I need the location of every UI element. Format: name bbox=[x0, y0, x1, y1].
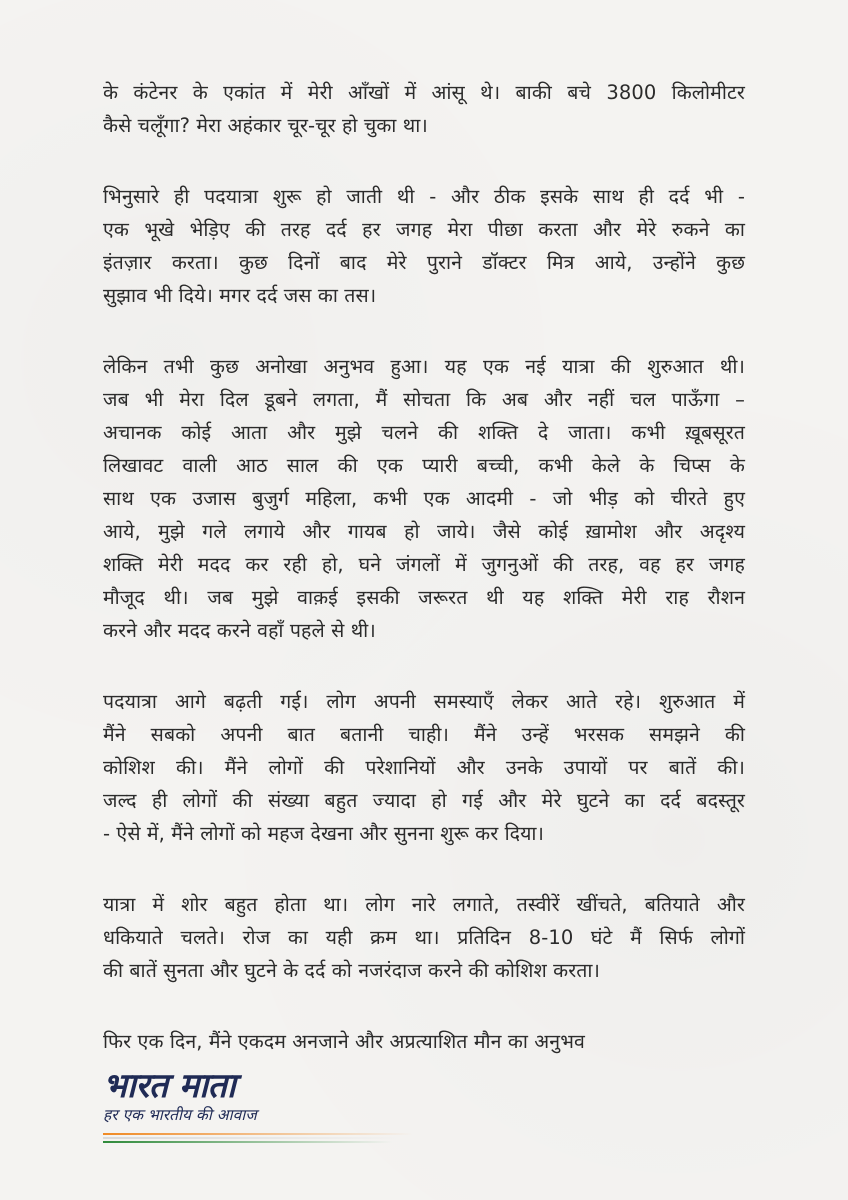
text-line: इंतज़ार करता। कुछ दिनों बाद मेरे पुराने डॉक्टर मित्र आये, उन्होंने कुछ bbox=[103, 251, 745, 274]
text-line: धकियाते चलते। रोज का यही क्रम था। प्रतिदिन 8-10 घंटे मैं सिर्फ लोगों bbox=[103, 926, 745, 949]
text-line: साथ एक उजास बुजुर्ग महिला, कभी एक आदमी - जो भीड़ को चीरते हुए bbox=[103, 487, 745, 510]
text-line: अचानक कोई आता और मुझे चलने की शक्ति दे जाता। कभी ख़ूबसूरत bbox=[103, 421, 745, 444]
paragraph bbox=[103, 350, 745, 647]
green-stripe bbox=[103, 1141, 393, 1143]
text-line: कोशिश की। मैंने लोगों की परेशानियों और उनके उपायों पर बातें की। bbox=[103, 756, 745, 779]
paragraph bbox=[103, 180, 745, 312]
paragraph bbox=[103, 76, 745, 142]
tricolor-stripes bbox=[103, 1133, 423, 1145]
text-line: फिर एक दिन, मैंने एकदम अनजाने और अप्रत्याशित मौन का अनुभव bbox=[103, 1030, 585, 1053]
paragraph bbox=[103, 888, 745, 987]
white-stripe bbox=[103, 1137, 403, 1139]
paragraph bbox=[103, 685, 745, 850]
text-line: कैसे चलूँगा? मेरा अहंकार चूर-चूर हो चुका था। bbox=[103, 114, 428, 137]
paragraph bbox=[103, 1025, 745, 1058]
text-line: पदयात्रा आगे बढ़ती गई। लोग अपनी समस्याएँ लेकर आते रहे। शुरुआत में bbox=[103, 690, 745, 713]
logo-tagline: हर एक भारतीय की आवाज bbox=[103, 1106, 257, 1124]
text-line: जब भी मेरा दिल डूबने लगता, मैं सोचता कि अब और नहीं चल पाऊँगा – bbox=[103, 388, 745, 411]
logo-title: भारत माता bbox=[103, 1066, 236, 1106]
text-line: - ऐसे में, मैंने लोगों को महज देखना और सुनना शुरू कर दिया। bbox=[103, 822, 545, 845]
text-line: लेकिन तभी कुछ अनोखा अनुभव हुआ। यह एक नई यात्रा की शुरुआत थी। bbox=[103, 355, 745, 378]
text-line: मौजूद थी। जब मुझे वाक़ई इसकी जरूरत थी यह शक्ति मेरी राह रौशन bbox=[103, 586, 745, 609]
text-line: एक भूखे भेड़िए की तरह दर्द हर जगह मेरा पीछा करता और मेरे रुकने का bbox=[103, 218, 745, 241]
letter-body bbox=[103, 76, 745, 1096]
text-line: के कंटेनर के एकांत में मेरी आँखों में आंसू थे। बाकी बचे 3800 किलोमीटर bbox=[103, 81, 745, 104]
text-line: मैंने सबको अपनी बात बतानी चाही। मैंने उन्हें भरसक समझने की bbox=[103, 723, 745, 746]
text-line: आये, मुझे गले लगाये और गायब हो जाये। जैसे कोई ख़ामोश और अदृश्य bbox=[103, 520, 745, 543]
text-line: जल्द ही लोगों की संख्या बहुत ज्यादा हो गई और मेरे घुटने का दर्द बदस्तूर bbox=[103, 789, 745, 812]
text-line: करने और मदद करने वहाँ पहले से थी। bbox=[103, 619, 376, 642]
text-line: सुझाव भी दिये। मगर दर्द जस का तस। bbox=[103, 284, 377, 307]
bharat-mata-logo bbox=[103, 1067, 257, 1125]
text-line: भिनुसारे ही पदयात्रा शुरू हो जाती थी - और ठीक इसके साथ ही दर्द भी - bbox=[103, 185, 745, 208]
saffron-stripe bbox=[103, 1133, 413, 1135]
text-line: यात्रा में शोर बहुत होता था। लोग नारे लगाते, तस्वीरें खींचते, बतियाते और bbox=[103, 893, 745, 916]
text-line: की बातें सुनता और घुटने के दर्द को नजरंदाज करने की कोशिश करता। bbox=[103, 959, 601, 982]
text-line: लिखावट वाली आठ साल की एक प्यारी बच्ची, कभी केले के चिप्स के bbox=[103, 454, 745, 477]
text-line: शक्ति मेरी मदद कर रही हो, घने जंगलों में जुगनुओं की तरह, वह हर जगह bbox=[103, 553, 745, 576]
